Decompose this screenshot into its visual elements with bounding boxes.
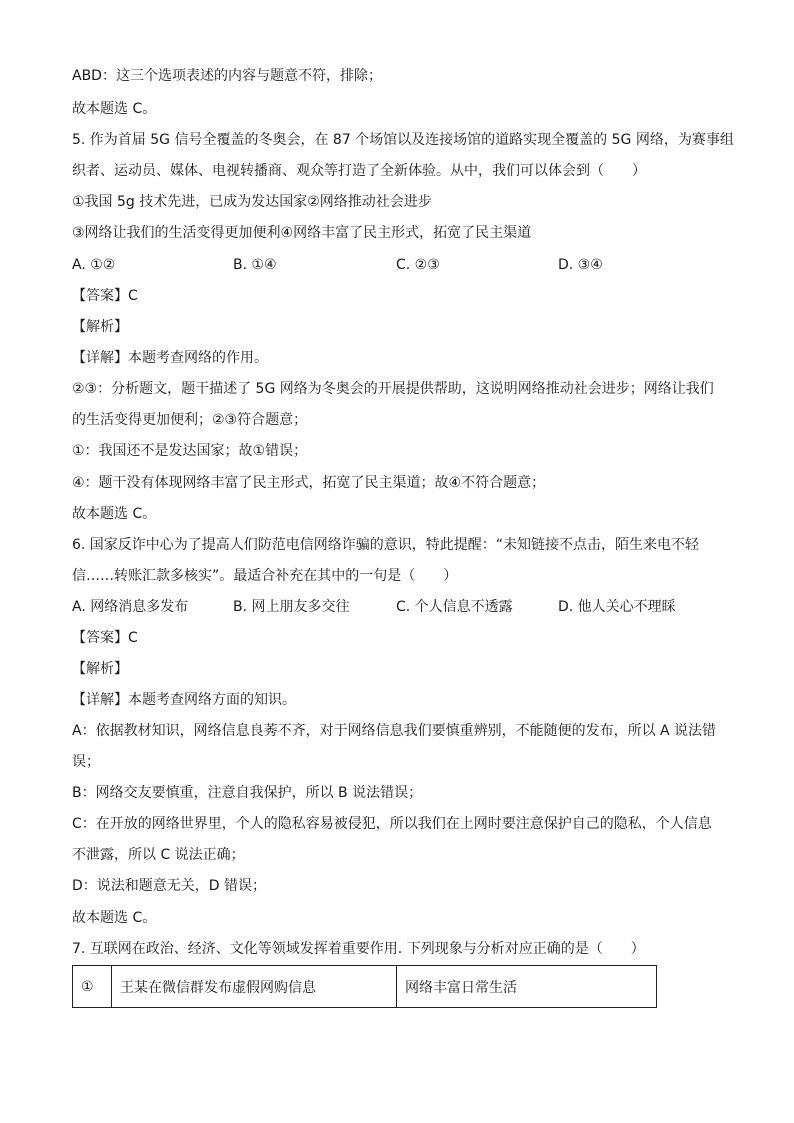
- q5-detail: 【详解】本题考查网络的作用。: [72, 350, 268, 366]
- q6-answer: 【答案】C: [72, 630, 138, 646]
- q7-table: [72, 965, 657, 1008]
- question-5-stem: 5. 作为首届 5G 信号全覆盖的冬奥会，在 87 个场馆以及连接场馆的道路实现全覆盖的 5G 网络，为赛事组: [72, 132, 734, 148]
- q7-row-number: ①: [73, 966, 112, 1008]
- q7-analysis-cell: 网络丰富日常生活: [397, 966, 657, 1008]
- q6-option-c: C. 个人信息不透露: [396, 599, 513, 615]
- q5-option-b: B. ①④: [233, 257, 277, 273]
- question-6-stem-cont: 信……转账汇款多核实”。最适合补充在其中的一句是（ ）: [72, 568, 458, 584]
- q6-conclusion: 故本题选 C。: [72, 910, 157, 926]
- question-5-statements-1: ①我国 5g 技术先进，已成为发达国家②网络推动社会进步: [72, 194, 432, 210]
- table-row: [73, 966, 657, 1008]
- q5-option-a: A. ①②: [72, 257, 116, 273]
- q6-analysis-label: 【解析】: [72, 661, 128, 677]
- q5-explanation-3: ①：我国还不是发达国家；故①错误；: [72, 443, 308, 459]
- q5-explanation-4: ④：题干没有体现网络丰富了民主形式，拓宽了民主渠道；故④不符合题意；: [72, 475, 546, 491]
- q5-option-c: C. ②③: [396, 257, 440, 273]
- q6-option-a: A. 网络消息多发布: [72, 599, 189, 615]
- q6-detail: 【详解】本题考查网络方面的知识。: [72, 692, 296, 708]
- q6-explanation-a: A：依据教材知识，网络信息良莠不齐，对于网络信息我们要慎重辨别，不能随便的发布，所以 A 说法错: [72, 723, 717, 739]
- q6-explanation-d: D：说法和题意无关，D 错误；: [72, 878, 267, 894]
- q5-answer: 【答案】C: [72, 288, 138, 304]
- q5-option-d: D. ③④: [558, 257, 603, 273]
- text-line: ABD：这三个选项表述的内容与题意不符，排除；: [72, 68, 382, 84]
- q6-explanation-c-cont: 不泄露，所以 C 说法正确；: [72, 847, 245, 863]
- q6-option-b: B. 网上朋友多交往: [233, 599, 350, 615]
- q5-analysis-label: 【解析】: [72, 319, 128, 335]
- q6-option-d: D. 他人关心不理睬: [558, 599, 676, 615]
- q7-phenomenon-cell: 王某在微信群发布虚假网购信息: [112, 966, 397, 1008]
- q5-conclusion: 故本题选 C。: [72, 506, 157, 522]
- q5-explanation-2: 的生活变得更加便利；②③符合题意；: [72, 412, 308, 428]
- question-5-stem-cont: 织者、运动员、媒体、电视转播商、观众等打造了全新体验。从中，我们可以体会到（ ）: [72, 163, 646, 179]
- question-5-statements-2: ③网络让我们的生活变得更加便利④网络丰富了民主形式，拓宽了民主渠道: [72, 225, 532, 241]
- text-line: 故本题选 C。: [72, 101, 157, 117]
- question-6-stem: 6. 国家反诈中心为了提高人们防范电信网络诈骗的意识，特此提醒：“未知链接不点击，陌生来电不轻: [72, 537, 700, 553]
- q5-explanation-1: ②③：分析题文，题干描述了 5G 网络为冬奥会的开展提供帮助，这说明网络推动社会进步；网络让我们: [72, 381, 714, 397]
- question-7-stem: 7. 互联网在政治、经济、文化等领域发挥着重要作用. 下列现象与分析对应正确的是（ ）: [72, 941, 645, 957]
- q6-explanation-a-cont: 误；: [72, 754, 100, 770]
- q6-explanation-c: C：在开放的网络世界里，个人的隐私容易被侵犯，所以我们在上网时要注意保护自己的隐私，个人信息: [72, 816, 712, 832]
- q6-explanation-b: B：网络交友要慎重，注意自我保护，所以 B 说法错误；: [72, 785, 423, 801]
